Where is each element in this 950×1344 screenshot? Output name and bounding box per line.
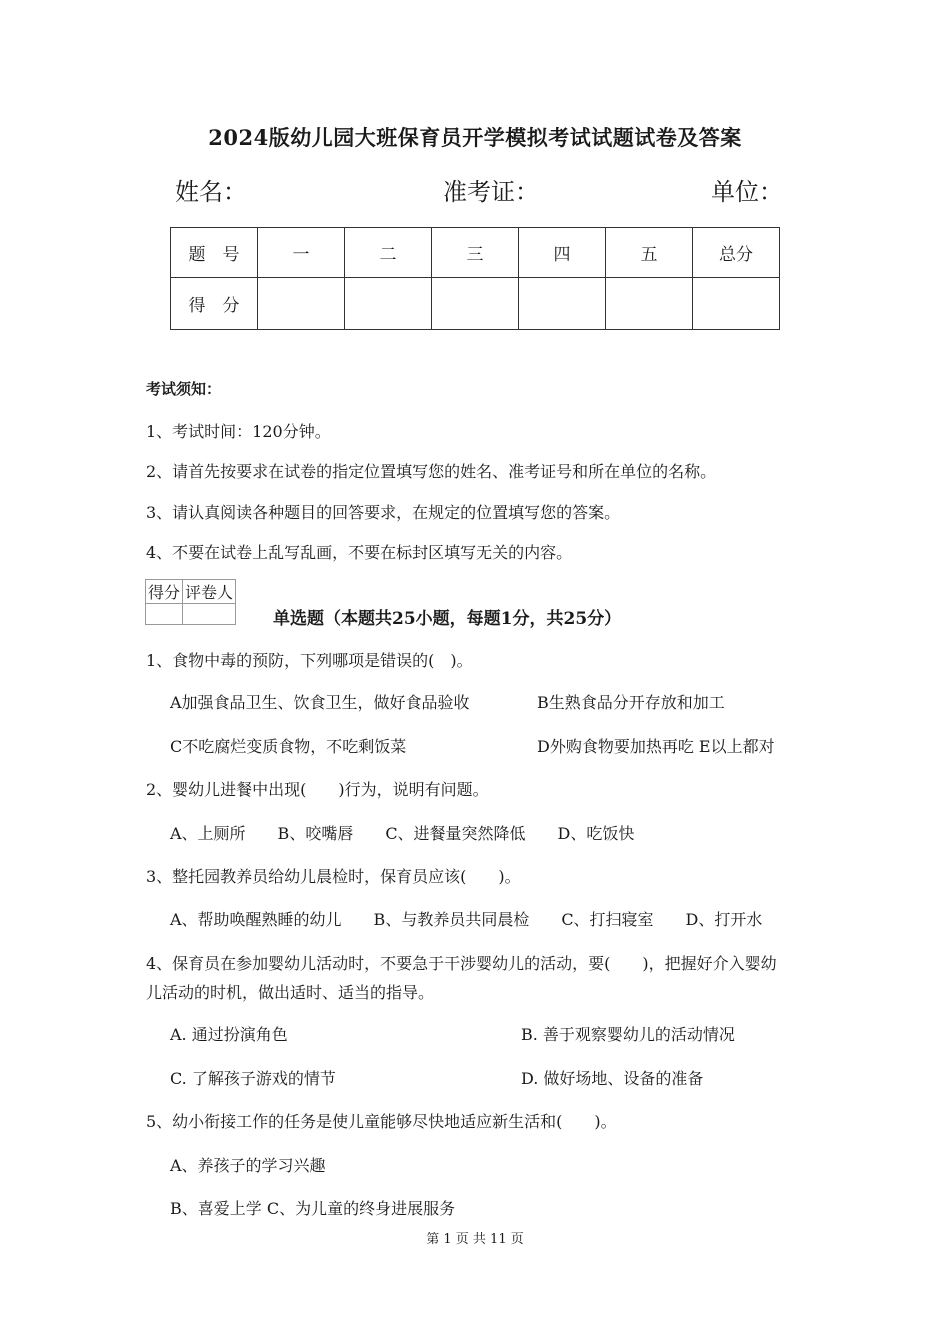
score-header-cell: 总分 xyxy=(693,228,780,278)
notice-item: 1、考试时间：120分钟。 xyxy=(146,422,331,441)
score-cell xyxy=(345,278,432,330)
score-cell xyxy=(693,278,780,330)
grader-reviewer-cell xyxy=(183,604,236,625)
score-table-header-row xyxy=(171,228,780,278)
score-cell xyxy=(258,278,345,330)
option: D外购食物要加热再吃 E以上都对 xyxy=(537,737,775,756)
grader-reviewer-label: 评卷人 xyxy=(183,580,236,604)
score-cell xyxy=(606,278,693,330)
question-stem: 2、婴幼儿进餐中出现( )行为，说明有问题。 xyxy=(146,780,489,799)
name-label: 姓名： xyxy=(175,178,247,206)
exam-number-label: 准考证： xyxy=(443,178,539,206)
option: A. 通过扮演角色 xyxy=(170,1025,288,1044)
section-title: 单选题（本题共25小题，每题1分，共25分） xyxy=(273,609,622,629)
question-stem: 5、幼小衔接工作的任务是使儿童能够尽快地适应新生活和( )。 xyxy=(146,1112,617,1131)
option: D. 做好场地、设备的准备 xyxy=(521,1069,704,1088)
score-header-cell: 二 xyxy=(345,228,432,278)
page-title: 2024版幼儿园大班保育员开学模拟考试试题试卷及答案 xyxy=(208,125,742,150)
options-line: B、喜爱上学 C、为儿童的终身进展服务 xyxy=(170,1199,456,1218)
option: A加强食品卫生、饮食卫生，做好食品验收 xyxy=(170,693,470,712)
notice-item: 4、不要在试卷上乱写乱画，不要在标封区填写无关的内容。 xyxy=(146,543,573,562)
unit-label: 单位： xyxy=(711,178,783,206)
option: C. 了解孩子游戏的情节 xyxy=(170,1069,336,1088)
score-header-cell: 五 xyxy=(606,228,693,278)
score-table xyxy=(170,227,780,330)
score-header-cell: 四 xyxy=(519,228,606,278)
score-header-cell: 题 号 xyxy=(171,228,258,278)
page-footer: 第 1 页 共 11 页 xyxy=(426,1232,524,1247)
option: C不吃腐烂变质食物，不吃剩饭菜 xyxy=(170,737,407,756)
grader-score-cell xyxy=(146,604,183,625)
question-stem-continued: 儿活动的时机，做出适时、适当的指导。 xyxy=(146,983,435,1002)
notice-heading: 考试须知： xyxy=(146,380,222,398)
score-header-cell: 一 xyxy=(258,228,345,278)
option: B生熟食品分开存放和加工 xyxy=(537,693,725,712)
question-stem: 1、食物中毒的预防，下列哪项是错误的( )。 xyxy=(146,651,473,670)
options-line: A、上厕所 B、咬嘴唇 C、进餐量突然降低 D、吃饭快 xyxy=(170,824,635,843)
grader-score-label: 得分 xyxy=(146,580,183,604)
options-line: A、养孩子的学习兴趣 xyxy=(170,1156,326,1175)
score-cell xyxy=(519,278,606,330)
question-stem: 4、保育员在参加婴幼儿活动时，不要急于干涉婴幼儿的活动，要( )，把握好介入婴幼 xyxy=(146,954,777,973)
question-stem: 3、整托园教养员给幼儿晨检时，保育员应该( )。 xyxy=(146,867,521,886)
options-line: A、帮助唤醒熟睡的幼儿 B、与教养员共同晨检 C、打扫寝室 D、打开水 xyxy=(170,910,763,929)
score-cell xyxy=(432,278,519,330)
score-header-cell: 三 xyxy=(432,228,519,278)
grader-box xyxy=(145,579,236,625)
notice-item: 2、请首先按要求在试卷的指定位置填写您的姓名、准考证号和所在单位的名称。 xyxy=(146,462,717,481)
score-row-label: 得 分 xyxy=(171,278,258,330)
option: B. 善于观察婴幼儿的活动情况 xyxy=(521,1025,735,1044)
score-table-score-row xyxy=(171,278,780,330)
notice-item: 3、请认真阅读各种题目的回答要求，在规定的位置填写您的答案。 xyxy=(146,503,621,522)
